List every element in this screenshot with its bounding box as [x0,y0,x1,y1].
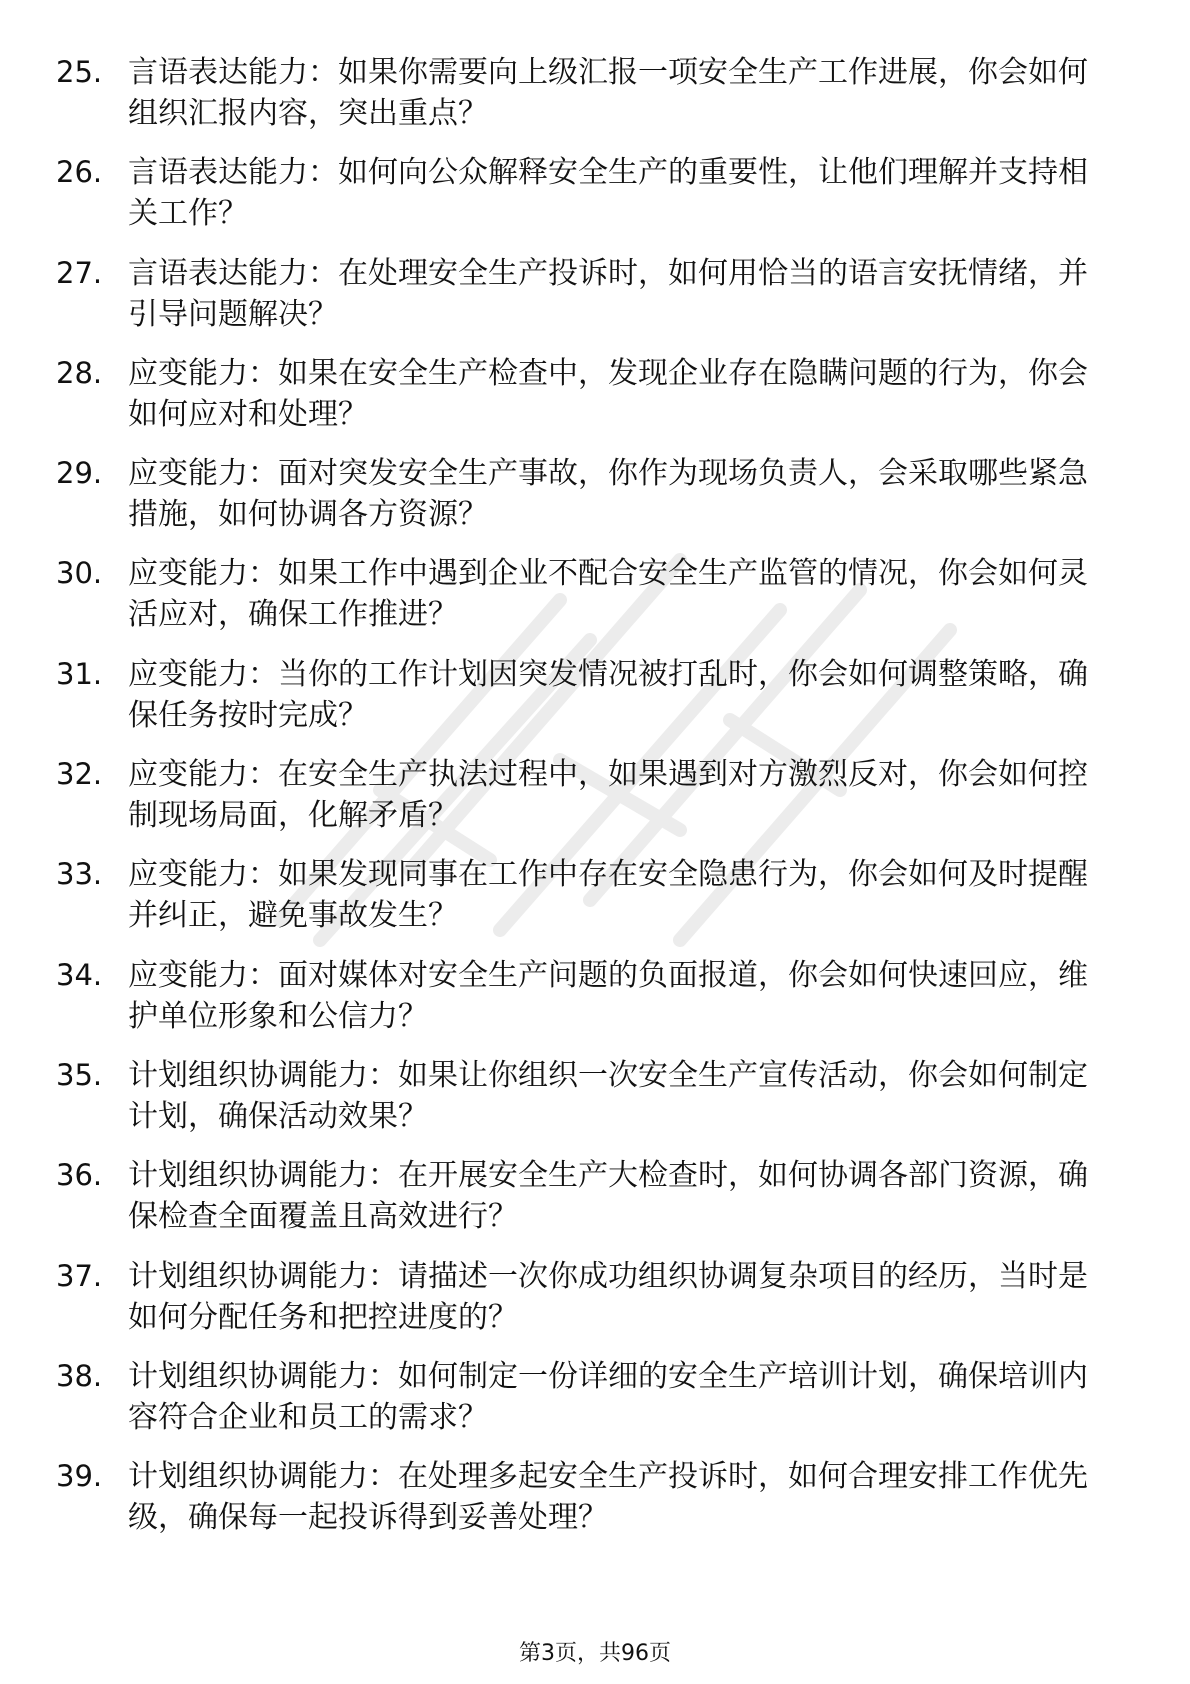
list-item [56,453,1116,553]
question-text: 计划组织协调能力：请描述一次你成功组织协调复杂项目的经历，当时是如何分配任务和把控进度的？ [128,1258,1088,1335]
question-text: 应变能力：面对突发安全生产事故，你作为现场负责人，会采取哪些紧急措施，如何协调各方资源？ [128,456,1088,533]
list-item [56,1055,1116,1155]
question-text: 计划组织协调能力：在开展安全生产大检查时，如何协调各部门资源，确保检查全面覆盖且高效进行？ [128,1158,1088,1235]
question-number: 37. [56,1258,103,1293]
question-text: 计划组织协调能力：如果让你组织一次安全生产宣传活动，你会如何制定计划，确保活动效果？ [128,1057,1088,1134]
question-text: 计划组织协调能力：如何制定一份详细的安全生产培训计划，确保培训内容符合企业和员工的需求？ [128,1358,1088,1435]
question-number: 39. [56,1459,103,1494]
list-item [56,854,1116,954]
list-item [56,654,1116,754]
question-number: 29. [56,456,103,491]
question-number: 28. [56,355,103,390]
list-item [56,955,1116,1055]
question-number: 31. [56,656,103,691]
list-item [56,152,1116,252]
list-item [56,52,1116,152]
list-item [56,1256,1116,1356]
question-text: 言语表达能力：如果你需要向上级汇报一项安全生产工作进展，你会如何组织汇报内容，突出重点？ [128,55,1088,131]
question-number: 26. [56,155,103,190]
question-text: 应变能力：当你的工作计划因突发情况被打乱时，你会如何调整策略，确保任务按时完成？ [128,656,1088,733]
list-item [56,754,1116,854]
question-text: 言语表达能力：如何向公众解释安全生产的重要性，让他们理解并支持相关工作？ [128,155,1088,232]
question-number: 34. [56,957,103,992]
question-text: 计划组织协调能力：在处理多起安全生产投诉时，如何合理安排工作优先级，确保每一起投诉得到妥善处理？ [128,1459,1088,1536]
list-item [56,1456,1116,1556]
question-number: 36. [56,1158,103,1193]
question-text: 应变能力：如果工作中遇到企业不配合安全生产监管的情况，你会如何灵活应对，确保工作推进？ [128,556,1088,633]
question-list [56,52,1116,1556]
question-text: 应变能力：面对媒体对安全生产问题的负面报道，你会如何快速回应，维护单位形象和公信力？ [128,957,1088,1034]
page-footer: 第3页，共96页 [519,1641,671,1666]
list-item [56,253,1116,353]
question-number: 27. [56,255,103,290]
question-number: 35. [56,1057,103,1092]
list-item [56,353,1116,453]
question-number: 38. [56,1358,103,1393]
question-text: 应变能力：如果发现同事在工作中存在安全隐患行为，你会如何及时提醒并纠正，避免事故发生？ [128,857,1088,934]
question-text: 应变能力：如果在安全生产检查中，发现企业存在隐瞒问题的行为，你会如何应对和处理？ [128,355,1088,432]
question-number: 30. [56,556,103,591]
list-item [56,1356,1116,1456]
question-text: 言语表达能力：在处理安全生产投诉时，如何用恰当的语言安抚情绪，并引导问题解决？ [128,255,1088,332]
question-text: 应变能力：在安全生产执法过程中，如果遇到对方激烈反对，你会如何控制现场局面，化解矛盾？ [128,757,1088,834]
list-item [56,1155,1116,1255]
question-number: 33. [56,857,103,892]
list-item [56,553,1116,653]
question-number: 25. [56,55,103,89]
question-number: 32. [56,757,103,792]
